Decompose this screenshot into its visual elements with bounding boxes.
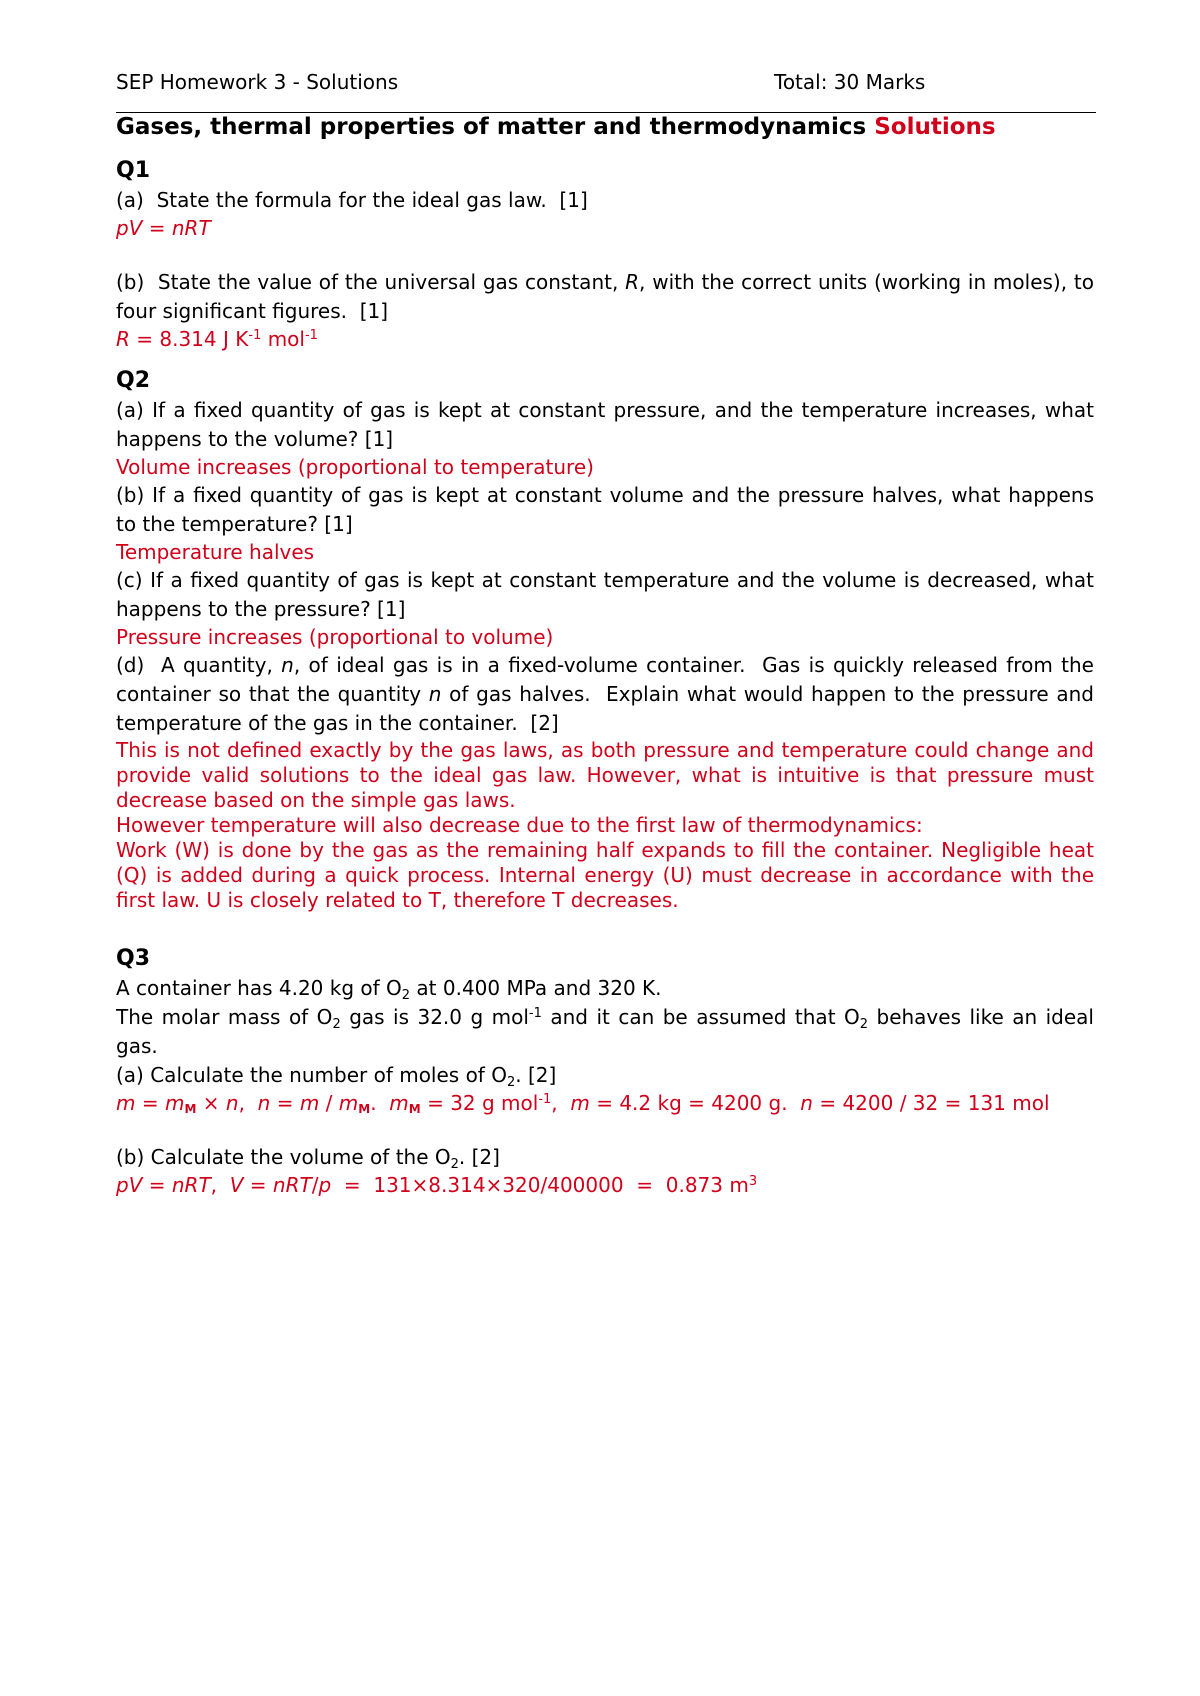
q3-intro-1: A container has 4.20 kg of $O_2$ at 0.400 MPa and 320 K. <box>116 976 662 1003</box>
q3a-answer: m = mM × n, n = m / mM. mM = 32 g mol$^{-1}$, m = 4.2 kg = 4200 g. n = 4200 / 32 = 131 mol <box>116 1091 1050 1116</box>
q3-intro-2: The molar mass of $O_2$ gas is 32.0 g mol$^{-1}$ and it can be assumed that $O_2$ behaves like an ideal gas. <box>116 1005 1094 1058</box>
q1b-question: (b) State the value of the universal gas constant, R, with the correct units (working in moles), to four significant figures. [1] <box>116 270 1094 323</box>
q2c-answer: Pressure increases (proportional to volume) <box>116 625 554 649</box>
q2b-question: (b) If a fixed quantity of gas is kept at constant volume and the pressure halves, what happens to the temperature? [1] <box>116 483 1094 536</box>
q2d-answer-2: However temperature will also decrease due to the first law of thermodynamics: <box>116 813 923 837</box>
q2c-question: (c) If a fixed quantity of gas is kept at constant temperature and the volume is decreased, what happens to the pressure? [1] <box>116 568 1094 621</box>
q3-section <box>116 944 1094 1199</box>
q2-section <box>116 366 1094 913</box>
q1-section <box>116 156 1094 353</box>
q1a-answer: pV = nRT <box>116 216 211 240</box>
q2-heading: Q2 <box>116 368 151 393</box>
title-solutions: Solutions <box>874 114 996 140</box>
q3b-question: (b) Calculate the volume of the $O_2$. [2] <box>116 1145 500 1172</box>
header-divider <box>116 112 1096 113</box>
page-header <box>116 66 1096 100</box>
q1b-answer: R = 8.314 J $K^{-1}$ mol$^{-1}$ <box>116 327 318 351</box>
q1a-question: (a) State the formula for the ideal gas law. [1] <box>116 188 588 212</box>
q2d-question: (d) A quantity, n, of ideal gas is in a fixed-volume container. Gas is quickly released from the container so that the quantity n of gas halves. Explain what would happen to the pressure and temperature of the gas in the container. [2] <box>116 653 1094 735</box>
q2b-answer: Temperature halves <box>116 540 315 564</box>
q2a-question: (a) If a fixed quantity of gas is kept at constant pressure, and the temperature increases, what happens to the volume? [1] <box>116 398 1094 451</box>
q2a-answer: Volume increases (proportional to temperature) <box>116 455 594 479</box>
q1-heading: Q1 <box>116 158 151 183</box>
document-title <box>116 114 996 140</box>
title-main: Gases, thermal properties of matter and thermodynamics <box>116 114 867 140</box>
header-title: SEP Homework 3 - Solutions <box>116 70 399 94</box>
q2d-answer-3: Work (W) is done by the gas as the remaining half expands to fill the container. Negligible heat (Q) is added during a quick process. Internal energy (U) must decrease in accordance with the first law. U is closely related to T, therefore T decreases. <box>116 838 1094 912</box>
header-total-marks: Total: 30 Marks <box>774 70 926 94</box>
q2d-answer-1: This is not defined exactly by the gas laws, as both pressure and temperature could change and provide valid solutions to the ideal gas law. However, what is intuitive is that pressure must decrease based on the simple gas laws. <box>116 738 1094 812</box>
q3-heading: Q3 <box>116 946 151 971</box>
q3b-answer: pV = nRT, V = nRT/p = 131×8.314×320/400000 = 0.873 $m^3$ <box>116 1173 758 1197</box>
q3a-question: (a) Calculate the number of moles of $O_2$. [2] <box>116 1063 557 1090</box>
